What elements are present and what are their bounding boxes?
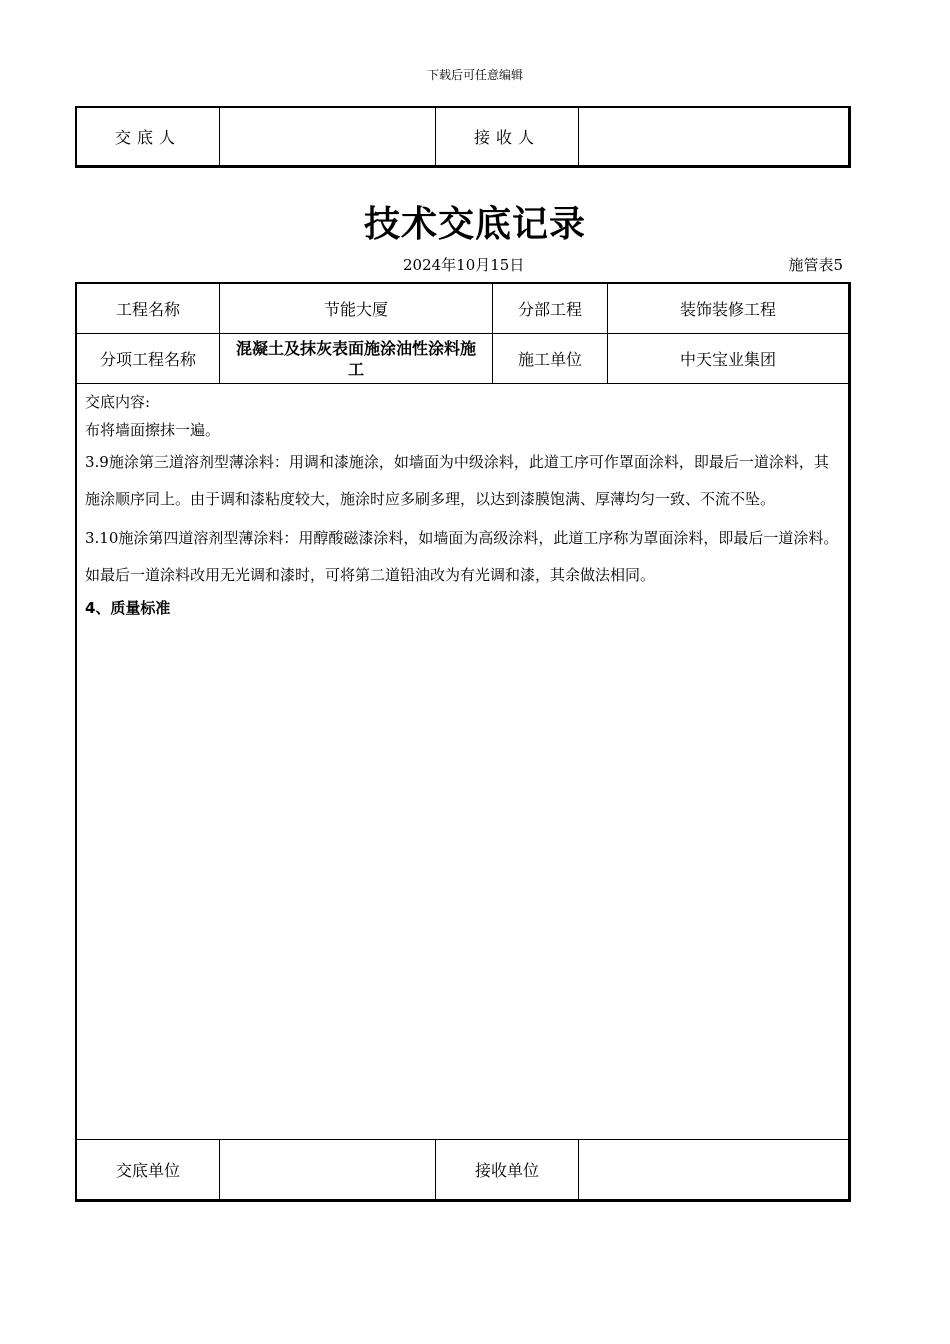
content-line: 布将墙面擦抹一遍。 xyxy=(85,421,221,439)
receiver-person-label: 接收人 xyxy=(436,108,579,165)
contractor-label: 施工单位 xyxy=(493,334,608,383)
division-value: 装饰装修工程 xyxy=(679,300,776,319)
content-label: 交底内容: xyxy=(85,393,151,411)
handover-person-label: 交底人 xyxy=(77,108,220,165)
header-note: 下载后可任意编辑 xyxy=(426,68,523,82)
info-row-1 xyxy=(77,284,848,334)
record-date: 2024年10月15日 xyxy=(403,256,525,274)
page-title: 技术交底记录 xyxy=(363,204,586,245)
info-row-2 xyxy=(77,334,848,384)
section-heading-quality: 4、质量标准 xyxy=(85,599,171,617)
signature-table xyxy=(75,106,851,168)
division-label: 分部工程 xyxy=(493,284,608,333)
content-paragraph-3-10: 3.10施涂第四道溶剂型薄涂料：用醇酸磁漆涂料，如墙面为高级涂料，此道工序称为罩面涂料，即最后一道涂料。如最后一道涂料改用无光调和漆时，可将第二道铅油改为有光调和漆，其余做法相同。 xyxy=(85,529,839,584)
receiver-unit-field[interactable] xyxy=(579,1140,848,1199)
subitem-value: 混凝土及抹灰表面施涂油性涂料施工 xyxy=(220,334,493,383)
content-paragraph-3-9: 3.9施涂第三道溶剂型薄涂料：用调和漆施涂，如墙面为中级涂料，此道工序可作罩面涂料，即最后一道涂料，其施涂顺序同上。由于调和漆粘度较大，施涂时应多刷多理，以达到漆膜饱满、厚薄均匀一致、不流不坠。 xyxy=(85,453,829,508)
form-number: 施管表5 xyxy=(788,256,843,274)
handover-unit-field[interactable] xyxy=(220,1140,436,1199)
project-name-value: 节能大厦 xyxy=(220,284,493,333)
record-table xyxy=(75,282,851,1202)
receiver-person-field[interactable] xyxy=(579,108,848,165)
unit-row xyxy=(77,1140,848,1199)
handover-content xyxy=(77,384,848,1140)
project-name-label: 工程名称 xyxy=(77,284,220,333)
handover-unit-label: 交底单位 xyxy=(77,1140,220,1199)
handover-person-field[interactable] xyxy=(220,108,436,165)
receiver-unit-label: 接收单位 xyxy=(436,1140,579,1199)
subitem-label: 分项工程名称 xyxy=(77,334,220,383)
contractor-value: 中天宝业集团 xyxy=(679,350,776,369)
